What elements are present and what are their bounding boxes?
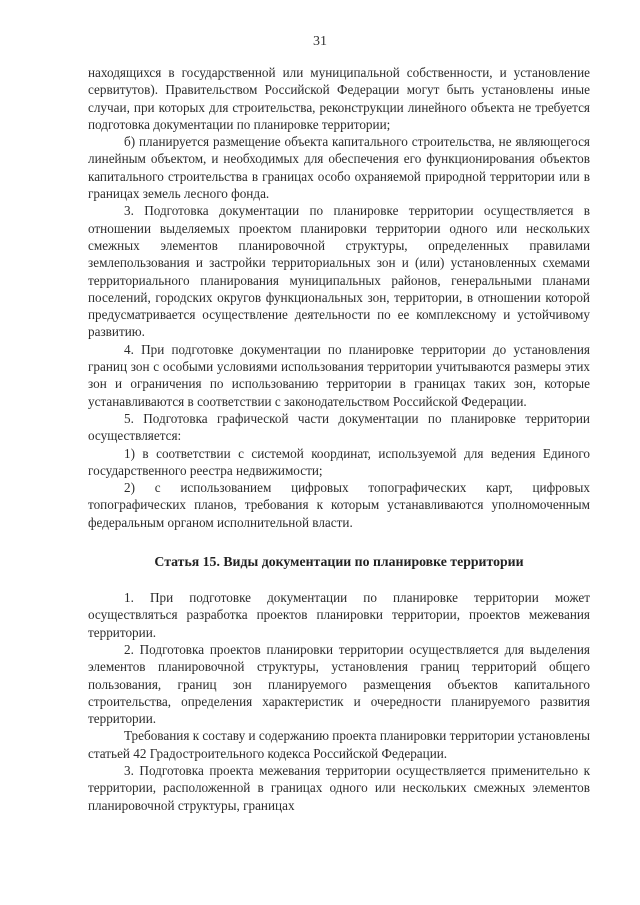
paragraphs-before-article [88,64,590,531]
paragraph-item-5: 5. Подготовка графической части документации по планировке территории осуществляется: [88,410,590,444]
paragraph-item-5-1: 1) в соответствии с системой координат, используемой для ведения Единого государственного реестра недвижимости; [88,445,590,478]
article-heading: Статья 15. Виды документации по планировке территории [154,554,524,570]
article-paragraph-1: 1. При подготовке документации по планировке территории может осуществляться разработка проектов планировки территории, проектов межевания территории. [88,590,590,640]
page-number: 31 [313,34,327,49]
article-paragraph-2: 2. Подготовка проектов планировки территории осуществляется для выделения элементов планировочной структуры, установления границ территорий общего пользования, границ зон планируемого размещения объектов капитального строительства, определения характеристик и очередности планируемого развития территории. [88,641,590,727]
article-15-body [88,589,590,814]
paragraph-item-4: 4. При подготовке документации по планировке территории до установления границ зон с особыми условиями использования территории учитываются размеры этих зон и ограничения по использованию территории в границах таких зон, которые устанавливаются в соответствии с законодательством Российской Федерации. [88,341,590,409]
paragraph-continuation: находящихся в государственной или муниципальной собственности, и установление сервитутов). Правительством Российской Федерации могут быть установлены иные случаи, при которых для строительства, реконструкции линейного объекта не требуется подготовка документации по планировке территории; [88,65,590,132]
article-paragraph-requirements: Требования к составу и содержанию проекта планировки территории установлены статьей 42 Градостроительного кодекса Российской Федерации. [88,728,590,761]
paragraph-item-5-2: 2) с использованием цифровых топографических карт, цифровых топографических планов, требования к которым устанавливаются уполномоченным федеральным органом исполнительной власти. [88,480,590,530]
article-paragraph-3: 3. Подготовка проекта межевания территории осуществляется применительно к территории, расположенной в границах одного или нескольких смежных элементов планировочной структуры, границах [88,762,590,813]
paragraph-item-3: 3. Подготовка документации по планировке территории осуществляется в отношении выделяемых проектом планировки территории одного или нескольких смежных элементов планировочной структуры, определенных правилами землепользования и застройки территориальных зон и (или) установленных схемами территориального планирования муниципальных районов, генеральными планами поселений, городских округов функциональных зон, территории, в отношении которой предусматривается осуществление деятельности по ее комплексному и устойчивому развитию. [88,203,590,340]
document-body [88,64,590,814]
paragraph-subitem-b: б) планируется размещение объекта капитального строительства, не являющегося линейным объектом, и необходимых для обеспечения его функционирования объектов капитального строительства в границах особо охраняемой природной территории или в границах земель лесного фонда. [88,134,590,202]
